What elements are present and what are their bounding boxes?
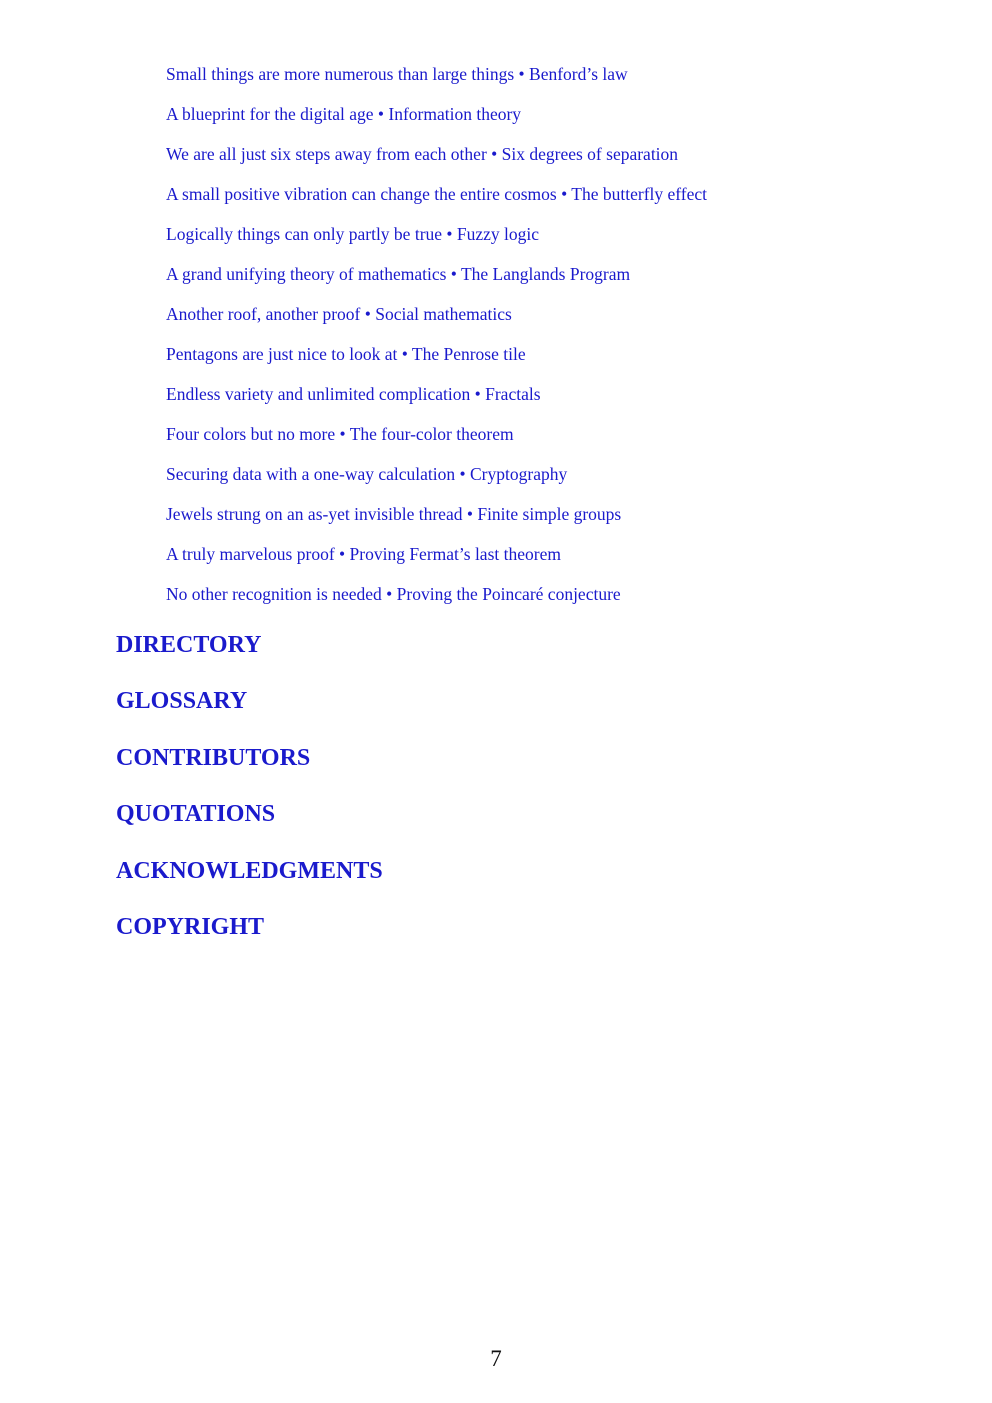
toc-entry-social-mathematics[interactable]: Another roof, another proof • Social mathematics xyxy=(166,304,512,324)
toc-entry-penrose-tile[interactable]: Pentagons are just nice to look at • The Penrose tile xyxy=(166,344,526,364)
section-link-acknowledgments[interactable]: ACKNOWLEDGMENTS xyxy=(116,857,383,884)
toc-entry-langlands-program[interactable]: A grand unifying theory of mathematics • The Langlands Program xyxy=(166,264,631,284)
toc-entry-butterfly-effect[interactable]: A small positive vibration can change the entire cosmos • The butterfly effect xyxy=(166,184,708,204)
section-link-copyright[interactable]: COPYRIGHT xyxy=(116,913,265,940)
toc-entry-fuzzy-logic[interactable]: Logically things can only partly be true • Fuzzy logic xyxy=(166,224,540,244)
toc-entry-fractals[interactable]: Endless variety and unlimited complication • Fractals xyxy=(166,384,541,404)
toc-entry-poincare-conjecture[interactable]: No other recognition is needed • Proving the Poincaré conjecture xyxy=(166,584,621,604)
section-link-directory[interactable]: DIRECTORY xyxy=(116,632,262,658)
toc-entry-finite-simple-groups[interactable]: Jewels strung on an as-yet invisible thread • Finite simple groups xyxy=(166,504,622,524)
section-link-glossary[interactable]: GLOSSARY xyxy=(116,688,248,715)
toc-entry-benfords-law[interactable]: Small things are more numerous than large things • Benford’s law xyxy=(166,64,628,84)
section-link-quotations[interactable]: QUOTATIONS xyxy=(116,801,276,828)
toc-section-list xyxy=(116,630,383,968)
section-link-contributors[interactable]: CONTRIBUTORS xyxy=(116,744,311,771)
toc-entry-list xyxy=(166,63,707,623)
toc-entry-six-degrees-of-separation[interactable]: We are all just six steps away from each other • Six degrees of separation xyxy=(166,144,679,164)
toc-entry-cryptography[interactable]: Securing data with a one-way calculation • Cryptography xyxy=(166,464,568,484)
page-number: 7 xyxy=(490,1346,502,1371)
toc-entry-fermats-last-theorem[interactable]: A truly marvelous proof • Proving Fermat’s last theorem xyxy=(166,544,561,564)
toc-entry-four-color-theorem[interactable]: Four colors but no more • The four-color theorem xyxy=(166,424,514,444)
toc-entry-information-theory[interactable]: A blueprint for the digital age • Information theory xyxy=(166,104,522,124)
